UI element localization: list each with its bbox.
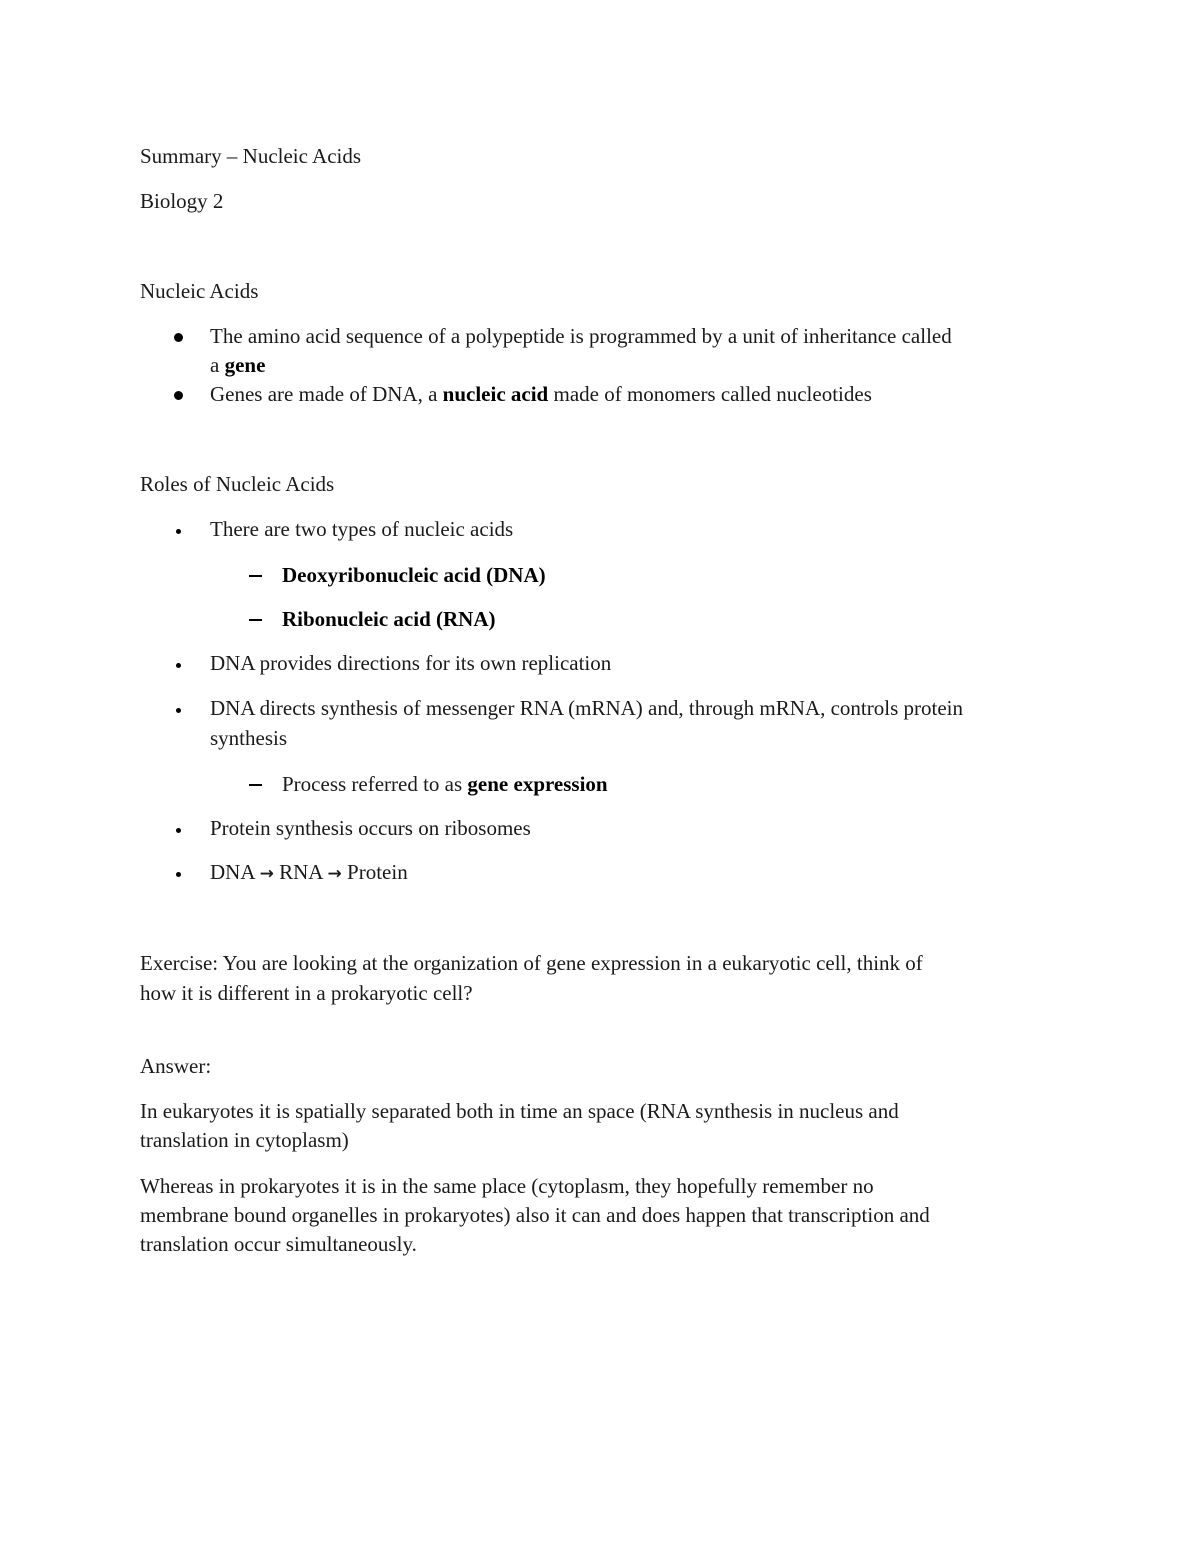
bullet-text-suffix: made of monomers called nucleotides bbox=[548, 382, 872, 406]
bullet-dot bbox=[176, 529, 181, 534]
answer-paragraph-2-continuation: translation occur simultaneously. bbox=[140, 1232, 417, 1256]
term-rna: Ribonucleic acid (RNA) bbox=[282, 607, 496, 631]
protein-label: Protein bbox=[347, 860, 408, 884]
bullet-text: DNA provides directions for its own replication bbox=[210, 651, 612, 675]
answer-paragraph-2: Whereas in prokaryotes it is in the same place (cytoplasm, they hopefully remember no bbox=[140, 1174, 874, 1198]
bullet-text-prefix: Genes are made of DNA, a bbox=[210, 382, 443, 406]
bullet-text: DNA directs synthesis of messenger RNA (mRNA) and, through mRNA, controls protein bbox=[210, 696, 963, 720]
dna-label: DNA bbox=[210, 860, 255, 884]
right-arrow-icon: → bbox=[259, 864, 274, 884]
section-heading-roles: Roles of Nucleic Acids bbox=[140, 472, 335, 496]
bullet-dot bbox=[174, 333, 183, 342]
sub-bullet-text bbox=[282, 560, 546, 590]
bullet-text bbox=[210, 379, 872, 409]
sub-bullet-text bbox=[282, 769, 608, 799]
exercise-text-continuation: how it is different in a prokaryotic cell? bbox=[140, 981, 473, 1005]
bullet-dot bbox=[176, 708, 181, 713]
sub-bullet-dash bbox=[249, 575, 262, 577]
sub-bullet-prefix: Process referred to as bbox=[282, 772, 468, 796]
bullet-text: Protein synthesis occurs on ribosomes bbox=[210, 816, 531, 840]
right-arrow-icon: → bbox=[327, 864, 342, 884]
exercise-text: Exercise: You are looking at the organization of gene expression in a eukaryotic cell, think of bbox=[140, 951, 923, 975]
bullet-dot bbox=[176, 663, 181, 668]
bullet-text-prefix: a bbox=[210, 353, 225, 377]
rna-label: RNA bbox=[279, 860, 323, 884]
term-gene-expression: gene expression bbox=[467, 772, 608, 796]
bullet-dot bbox=[176, 872, 181, 877]
term-dna: Deoxyribonucleic acid (DNA) bbox=[282, 563, 546, 587]
answer-paragraph-2-continuation: membrane bound organelles in prokaryotes) also it can and does happen that transcription and bbox=[140, 1203, 930, 1227]
document-title: Summary – Nucleic Acids bbox=[140, 144, 362, 168]
section-heading-nucleic-acids: Nucleic Acids bbox=[140, 279, 259, 303]
sub-bullet-text bbox=[282, 604, 496, 634]
term-gene: gene bbox=[224, 353, 266, 377]
bullet-text-continuation bbox=[210, 350, 265, 380]
answer-label: Answer: bbox=[140, 1054, 212, 1078]
bullet-dot bbox=[174, 391, 183, 400]
answer-paragraph-1: In eukaryotes it is spatially separated both in time an space (RNA synthesis in nucleus and bbox=[140, 1099, 899, 1123]
answer-paragraph-1-continuation: translation in cytoplasm) bbox=[140, 1128, 349, 1152]
bullet-dot bbox=[176, 828, 181, 833]
sub-bullet-dash bbox=[249, 619, 262, 621]
course-name: Biology 2 bbox=[140, 189, 224, 213]
bullet-text-continuation: synthesis bbox=[210, 726, 288, 750]
sub-bullet-dash bbox=[249, 784, 262, 786]
term-nucleic-acid: nucleic acid bbox=[442, 382, 549, 406]
bullet-text: There are two types of nucleic acids bbox=[210, 517, 514, 541]
central-dogma-line bbox=[210, 857, 408, 889]
bullet-text: The amino acid sequence of a polypeptide is programmed by a unit of inheritance called bbox=[210, 324, 952, 348]
